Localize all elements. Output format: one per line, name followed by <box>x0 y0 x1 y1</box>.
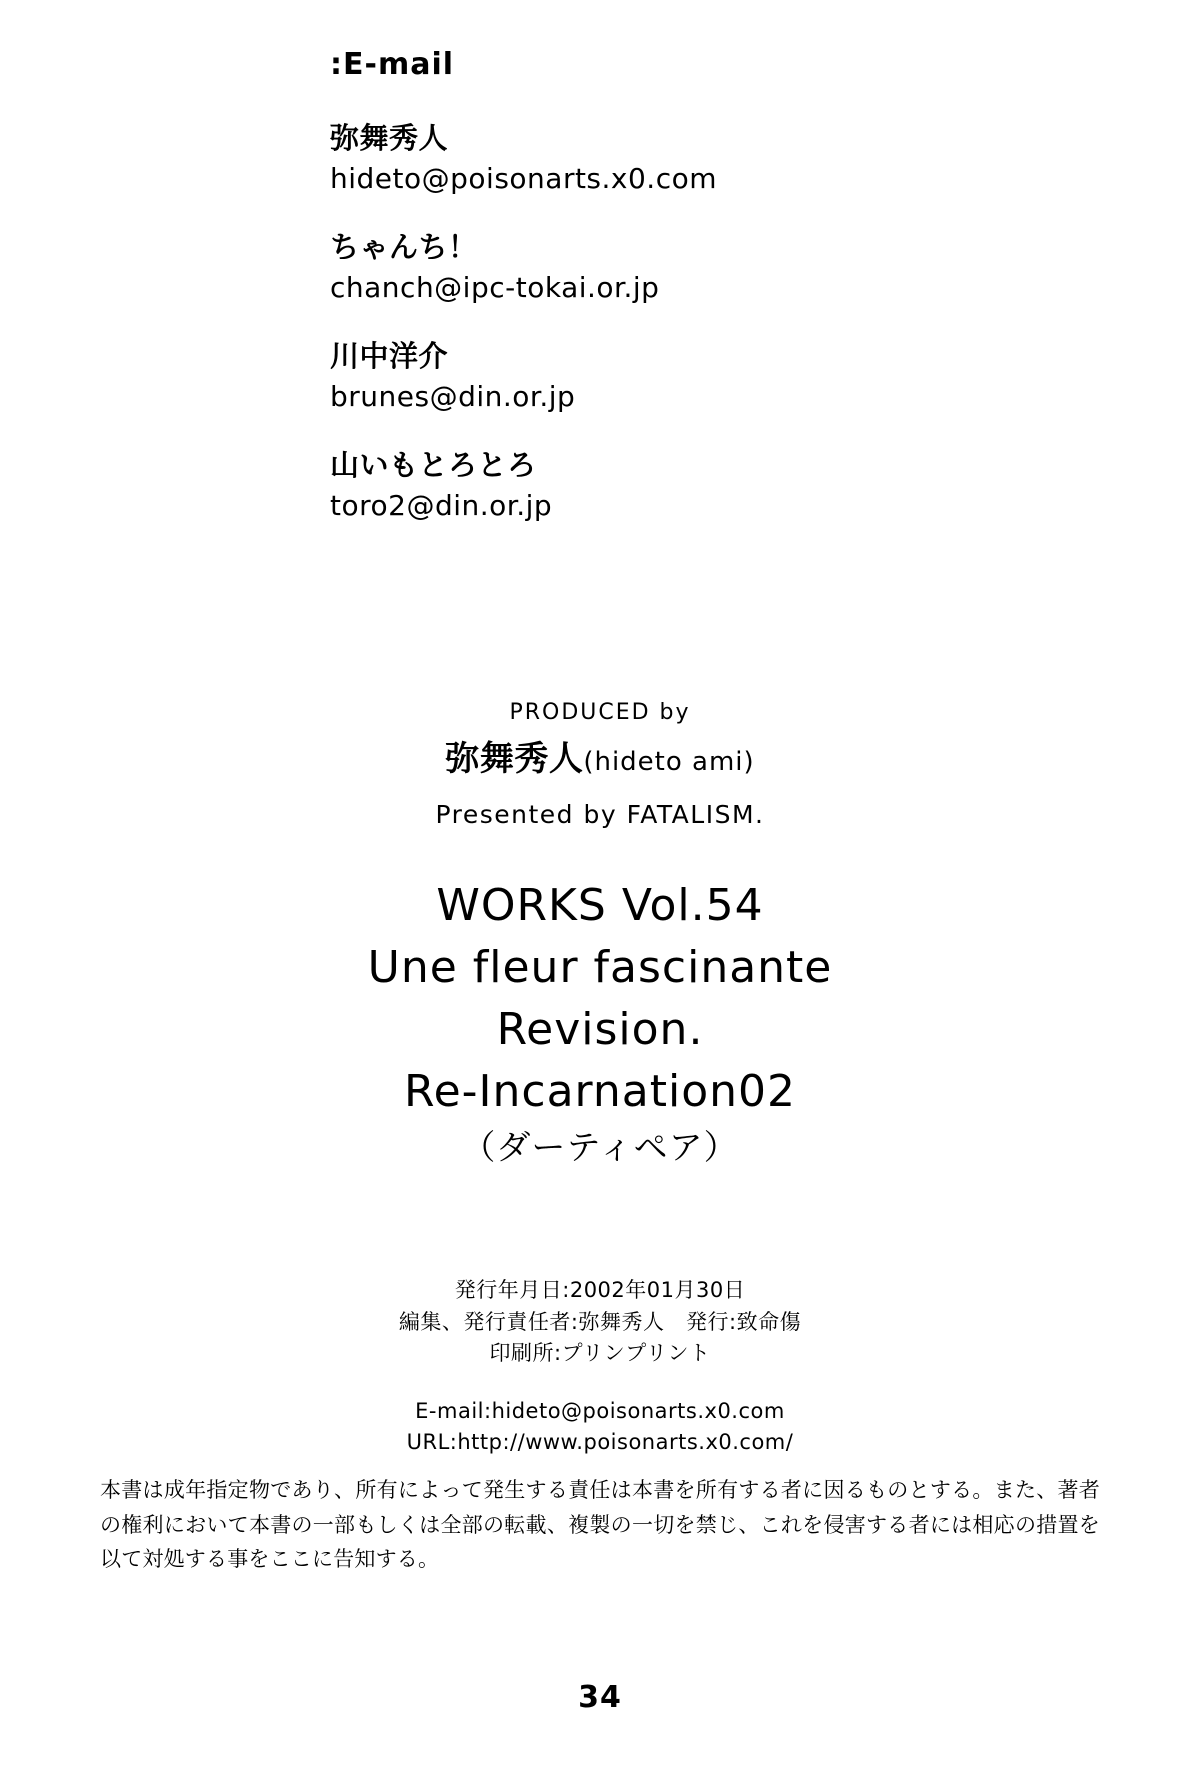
contact-entry <box>330 446 970 525</box>
title-parenthetical: （ダーティペア） <box>461 1127 739 1168</box>
contact-email: chanch@ipc-tokai.or.jp <box>330 271 660 305</box>
producer-name <box>0 731 1200 780</box>
publication-date: 発行年月日:2002年01月30日 <box>454 1278 746 1302</box>
presented-by-label: Presented by FATALISM. <box>435 800 765 829</box>
editor-publisher: 編集、発行責任者:弥舞秀人 発行:致命傷 <box>398 1309 802 1334</box>
produced-by-label: PRODUCED by <box>509 700 691 725</box>
contact-email: hideto@poisonarts.x0.com <box>330 162 718 196</box>
contact-entry <box>330 228 970 307</box>
contact-email: brunes@din.or.jp <box>330 380 576 414</box>
produced-by-section <box>0 700 1200 829</box>
colophon-section <box>0 1275 1200 1459</box>
title-subtitle: Re-Incarnation02 <box>404 1065 796 1117</box>
title-volume: WORKS Vol.54 <box>436 880 764 931</box>
contact-name: ちゃんち！ <box>330 229 478 264</box>
producer-name-jp: 弥舞秀人 <box>445 739 584 779</box>
title-main: Une fleur fascinante <box>367 941 833 993</box>
contact-entry <box>330 337 970 416</box>
legal-notice <box>100 1473 1100 1577</box>
email-section-heading: :E-mail <box>330 47 455 82</box>
legal-notice-text: 本書は成年指定物であり、所有によって発生する責任は本書を所有する者に因るものとする。また、著者の権利において本書の一部もしくは全部の転載、複製の一切を禁じ、これを侵害する者には相応の措置を以て対処する事をここに告知する。 <box>100 1478 1100 1572</box>
email-contacts-section <box>330 48 970 555</box>
producer-name-romaji: (hideto ami) <box>583 747 755 777</box>
contact-name: 弥舞秀人 <box>330 121 449 155</box>
title-section <box>0 880 1200 1178</box>
colophon-spacer <box>0 1370 1200 1396</box>
contact-entry <box>330 119 970 198</box>
title-revision: Revision. <box>496 1003 704 1055</box>
printer: 印刷所:プリンプリント <box>489 1341 711 1365</box>
contact-name: 川中洋介 <box>330 338 449 373</box>
contact-name: 山いもとろとろ <box>330 447 537 482</box>
colophon-email: E-mail:hideto@poisonarts.x0.com <box>415 1398 785 1423</box>
contact-email: toro2@din.or.jp <box>330 488 553 522</box>
page-number: 34 <box>578 1680 622 1715</box>
colophon-url: URL:http://www.poisonarts.x0.com/ <box>406 1430 794 1454</box>
